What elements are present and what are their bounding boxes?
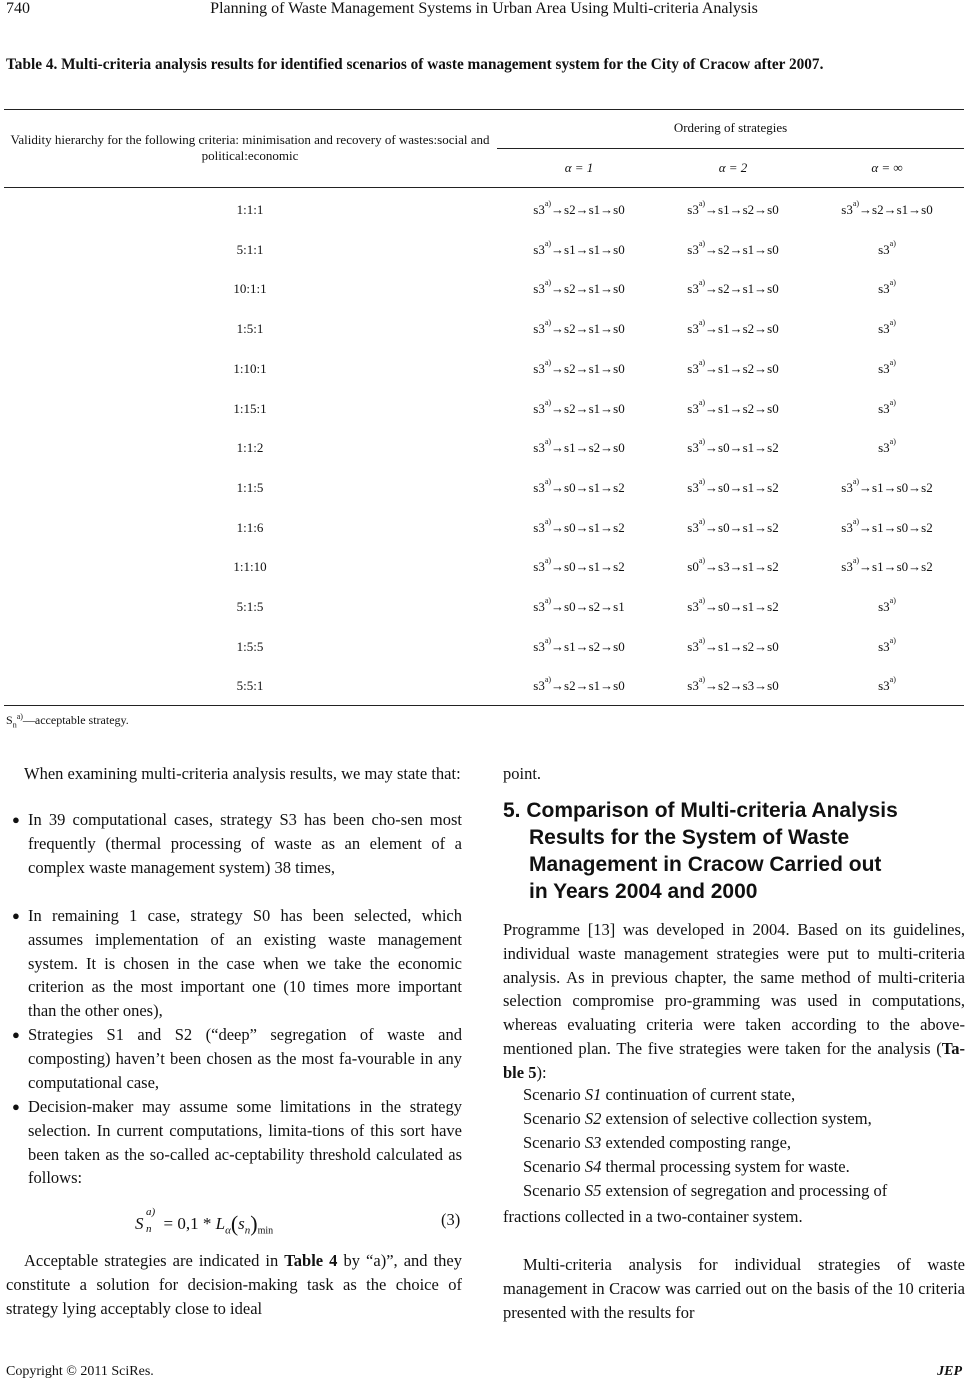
section-5-heading: 5. Comparison of Multi-criteria Analysis Results for the System of Waste Management in Cracow Carried out in Years 2004 and 2000: [503, 799, 898, 903]
table-caption: Table 4. Multi-criteria analysis results for identified scenarios of waste management system for the City of Cracow after 2007.: [6, 56, 824, 73]
row-hierarchy: 1:5:1: [236, 321, 264, 336]
scenario-s5: Scenario S5 extension of segregation and processing of: [523, 1181, 888, 1200]
copyright-notice: Copyright © 2011 SciRes.: [6, 1364, 154, 1379]
row-hierarchy: 1:15:1: [233, 401, 267, 416]
scenario-s1: Scenario S1 continuation of current state,: [523, 1085, 796, 1104]
row-strategy-a1: $s3^{a)}\to s0\to s1\to s2$: [533, 517, 625, 535]
bullet-3: Strategies S1 and S2 (“deep” segregation of waste and composting) haven’t been chosen as the most fa-vourable in any computational case,: [28, 1025, 462, 1092]
header-alpha-1: α = 1: [564, 160, 594, 175]
bullet-marker-2: ●: [12, 908, 20, 923]
row-strategy-a2: $s3^{a)}\to s1\to s2\to s0$: [687, 398, 779, 416]
bullet-marker-1: ●: [12, 812, 20, 827]
row-strategy-a2: $s3^{a)}\to s0\to s1\to s2$: [687, 596, 779, 614]
row-strategy-a3: s3$^{a)}$: [878, 278, 896, 296]
table-bottom-rule: [4, 705, 964, 706]
table-footnote: $S_n^{a)}—acceptable$ strategy.: [6, 712, 129, 730]
scenario-s2: Scenario S2 extension of selective collection system,: [523, 1109, 872, 1128]
table-top-rule: [4, 109, 964, 110]
scenario-s5-continuation: fractions collected in a two-container system.: [503, 1207, 803, 1226]
row-strategy-a3: $s3^{a)}\to s1\to s0\to s2$: [841, 517, 933, 535]
row-strategy-a1: $s3^{a)}\to s0\to s2\to s1$: [533, 596, 625, 614]
row-hierarchy: 1:1:6: [236, 520, 264, 535]
row-strategy-a2: $s3^{a)}\to s0\to s1\to s2$: [687, 437, 779, 455]
header-validity-hierarchy: Validity hierarchy for the following criteria: minimisation and recovery of wastes:social and political:economic: [10, 132, 490, 163]
row-strategy-a2: $s3^{a)}\to s1\to s2\to s0$: [687, 199, 779, 217]
row-hierarchy: 5:1:5: [236, 599, 264, 614]
row-strategy-a1: $s3^{a)}\to s0\to s1\to s2$: [533, 477, 625, 495]
row-strategy-a1: $s3^{a)}\to s0\to s1\to s2$: [533, 556, 625, 574]
row-hierarchy: 1:1:5: [236, 480, 264, 495]
row-strategy-a1: $s3^{a)}\to s2\to s1\to s0$: [533, 199, 625, 217]
row-strategy-a2: $s3^{a)}\to s1\to s2\to s0$: [687, 318, 779, 336]
right-continuation: point.: [503, 764, 542, 783]
equation-3: S a) n = $0,1 * L_\alpha(s_n)_{min}$: [135, 1206, 274, 1237]
row-strategy-a2: $s3^{a)}\to s2\to s1\to s0$: [687, 239, 779, 257]
row-hierarchy: 1:1:2: [236, 440, 264, 455]
right-paragraph-2: Multi-criteria analysis for individual strategies of waste management in Cracow was carried out on the basis of the 10 criteria presented with the results for: [503, 1255, 965, 1322]
row-strategy-a3: s3$^{a)}$: [878, 675, 896, 693]
header-alpha-2: α = 2: [718, 160, 748, 175]
row-strategy-a3: s3$^{a)}$: [878, 398, 896, 416]
row-strategy-a3: $s3^{a)}\to s1\to s0\to s2$: [841, 556, 933, 574]
row-strategy-a2: $s3^{a)}\to s2\to s3\to s0$: [687, 675, 779, 693]
row-strategy-a1: $s3^{a)}\to s2\to s1\to s0$: [533, 675, 625, 693]
row-strategy-a2: $s3^{a)}\to s0\to s1\to s2$: [687, 517, 779, 535]
header-ordering-of-strategies: Ordering of strategies: [673, 120, 788, 135]
row-strategy-a1: $s3^{a)}\to s2\to s1\to s0$: [533, 358, 625, 376]
row-strategy-a3: s3$^{a)}$: [878, 358, 896, 376]
table-group-rule: [497, 148, 964, 149]
row-strategy-a1: $s3^{a)}\to s2\to s1\to s0$: [533, 398, 625, 416]
row-hierarchy: 1:1:1: [236, 202, 264, 217]
row-strategy-a2: $s3^{a)}\to s1\to s2\to s0$: [687, 636, 779, 654]
row-strategy-a1: $s3^{a)}\to s1\to s2\to s0$: [533, 636, 625, 654]
row-strategy-a2: $s3^{a)}\to s2\to s1\to s0$: [687, 278, 779, 296]
row-hierarchy: 1:10:1: [233, 361, 267, 376]
bullet-2: In remaining 1 case, strategy S0 has been selected, which assumes implementation of an existing waste management system. It is chosen in the case when we take the economic criterion as the most important one (10 times more important than the other ones),: [28, 906, 462, 1021]
bullet-marker-3: ●: [12, 1027, 20, 1042]
page-number: 740: [6, 0, 30, 17]
bullet-1: In 39 computational cases, strategy S3 has been cho-sen most frequently (thermal processing of waste as an element of a complex waste management system) 38 times,: [28, 810, 462, 877]
row-strategy-a3: s3$^{a)}$: [878, 636, 896, 654]
running-title: Planning of Waste Management Systems in Urban Area Using Multi-criteria Analysis: [210, 0, 758, 17]
row-strategy-a1: $s3^{a)}\to s1\to s1\to s0$: [533, 239, 625, 257]
row-strategy-a2: $s3^{a)}\to s1\to s2\to s0$: [687, 358, 779, 376]
row-hierarchy: 10:1:1: [233, 281, 267, 296]
row-strategy-a2: $s0^{a)}\to s3\to s1\to s2$: [687, 556, 779, 574]
row-strategy-a2: $s3^{a)}\to s0\to s1\to s2$: [687, 477, 779, 495]
row-hierarchy: 1:1:10: [233, 559, 267, 574]
row-strategy-a3: s3$^{a)}$: [878, 596, 896, 614]
row-strategy-a3: $s3^{a)}\to s2\to s1\to s0$: [841, 199, 933, 217]
equation-number: (3): [441, 1210, 461, 1229]
row-strategy-a3: s3$^{a)}$: [878, 437, 896, 455]
row-strategy-a3: $s3^{a)}\to s1\to s0\to s2$: [841, 477, 933, 495]
row-strategy-a3: s3$^{a)}$: [878, 318, 896, 336]
left-intro-paragraph: When examining multi-criteria analysis results, we may state that:: [24, 764, 461, 783]
right-paragraph-1: Programme [13] was developed in 2004. Based on its guidelines, individual waste management strategies were put to multi-criteria analysis. As in previous chapter, the same method of multi-criteria selection compromise pro-gramming was used in computations, whereas evaluating criteria were taken according to the above-mentioned plan. The five strategies were taken for the analysis (Ta-ble 5):: [503, 920, 965, 1082]
table-header-rule: [4, 187, 964, 188]
scenario-s4: Scenario S4 thermal processing system for waste.: [523, 1157, 850, 1176]
bullet-4: Decision-maker may assume some limitations in the strategy selection. In current computations, limita-tions of this sort have been taken as the so-called ac-ceptability threshold calculated as follows:: [28, 1097, 462, 1188]
header-alpha-inf: α = ∞: [871, 160, 903, 175]
scenario-s3: Scenario S3 extended composting range,: [523, 1133, 792, 1152]
left-closing-paragraph: Acceptable strategies are indicated in Table 4 by “a)”, and they constitute a solution for decision-making task as the choice of strategy lying acceptably close to ideal: [6, 1251, 462, 1318]
row-hierarchy: 5:1:1: [236, 242, 264, 257]
bullet-marker-4: ●: [12, 1099, 20, 1114]
row-hierarchy: 1:5:5: [236, 639, 264, 654]
row-strategy-a3: s3$^{a)}$: [878, 239, 896, 257]
row-strategy-a1: $s3^{a)}\to s2\to s1\to s0$: [533, 278, 625, 296]
journal-abbrev: JEP: [937, 1364, 962, 1379]
row-hierarchy: 5:5:1: [236, 678, 264, 693]
row-strategy-a1: $s3^{a)}\to s1\to s2\to s0$: [533, 437, 625, 455]
row-strategy-a1: $s3^{a)}\to s2\to s1\to s0$: [533, 318, 625, 336]
